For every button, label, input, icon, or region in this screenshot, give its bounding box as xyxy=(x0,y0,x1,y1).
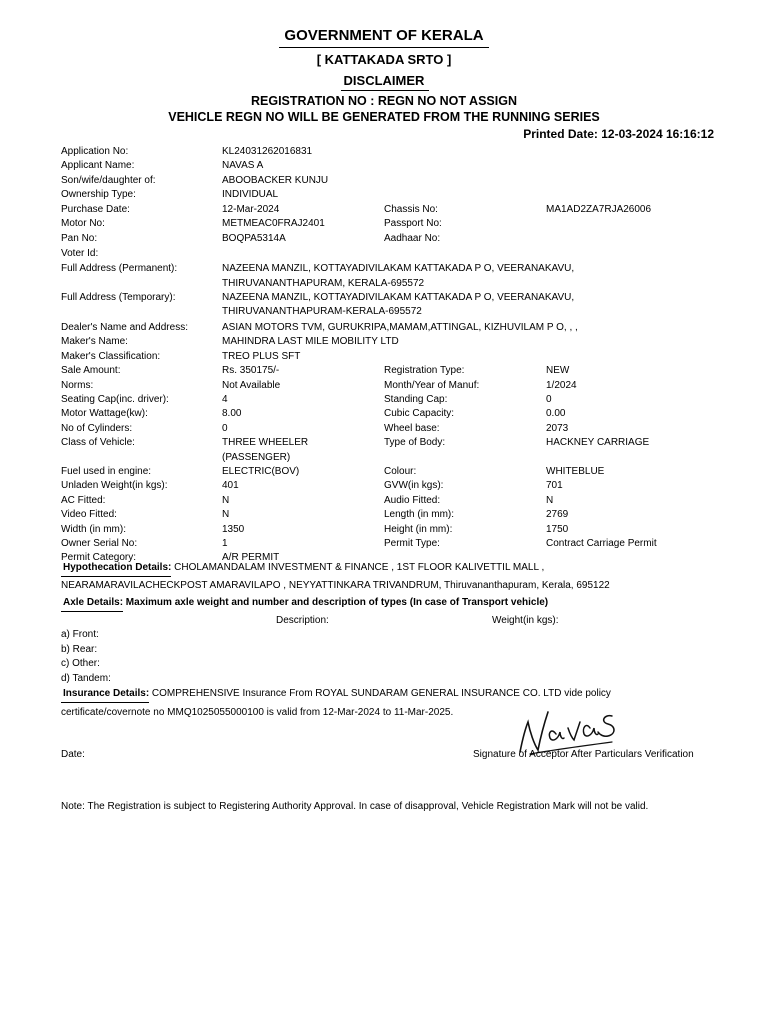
detail-row xyxy=(61,508,721,522)
vehicle-class-line1: THREE WHEELER xyxy=(222,437,309,449)
maker-name-label: Maker's Name: xyxy=(61,336,128,348)
registration-no: REGISTRATION NO : REGN NO NOT ASSIGN xyxy=(251,94,517,108)
pan-no-value: BOQPA5314A xyxy=(222,233,286,245)
gvw-value: 701 xyxy=(546,480,563,492)
height-value: 1750 xyxy=(546,523,569,535)
registration-type-label: Registration Type: xyxy=(384,365,465,377)
axle-rear: b) Rear: xyxy=(61,643,98,655)
seating-cap-label: Seating Cap(inc. driver): xyxy=(61,393,169,405)
length-label: Length (in mm): xyxy=(384,509,455,521)
insurance-label: Insurance Details: xyxy=(61,687,149,703)
detail-row xyxy=(61,364,721,378)
application-no-label: Application No: xyxy=(61,146,129,157)
detail-row xyxy=(61,479,721,493)
detail-row xyxy=(61,203,721,217)
unladen-weight-label: Unladen Weight(in kgs): xyxy=(61,480,168,492)
detail-row xyxy=(61,321,721,335)
hypothecation-text1: CHOLAMANDALAM INVESTMENT & FINANCE , 1ST FLOOR KALIVETTIL MALL , xyxy=(171,562,545,573)
vehicle-class-line2: (PASSENGER) xyxy=(222,451,291,463)
ac-fitted-label: AC Fitted: xyxy=(61,494,106,506)
detail-row xyxy=(61,217,721,231)
registration-note: Note: The Registration is subject to Registering Authority Approval. In case of disapproval, Vehicle Registration Mark will not be valid. xyxy=(61,801,649,812)
body-type-label: Type of Body: xyxy=(384,437,446,449)
video-fitted-label: Video Fitted: xyxy=(61,509,117,521)
fuel-value: ELECTRIC(BOV) xyxy=(222,465,300,477)
permit-type-value: Contract Carriage Permit xyxy=(546,537,657,549)
signature-label: Signature of Acceptor After Particulars Verification xyxy=(473,749,694,760)
axle-list xyxy=(61,628,721,686)
motor-wattage-label: Motor Wattage(kw): xyxy=(61,408,148,420)
voter-id-label: Voter Id: xyxy=(61,247,99,259)
norms-value: Not Available xyxy=(222,379,281,391)
applicant-name-value: NAVAS A xyxy=(222,160,264,172)
motor-no-label: Motor No: xyxy=(61,218,105,230)
detail-row xyxy=(61,159,721,173)
detail-row xyxy=(61,335,721,349)
relation-label: Son/wife/daughter of: xyxy=(61,174,156,186)
purchase-date-value: 12-Mar-2024 xyxy=(222,203,280,215)
detail-row xyxy=(61,232,721,246)
axle-text: Maximum axle weight and number and description of types (In case of Transport vehicle) xyxy=(123,597,549,608)
printed-date xyxy=(523,127,714,141)
maker-class-label: Maker's Classification: xyxy=(61,350,161,362)
chassis-no-label: Chassis No: xyxy=(384,203,438,215)
manuf-date-label: Month/Year of Manuf: xyxy=(384,379,480,391)
sale-amount-value: Rs. 350175/- xyxy=(222,365,280,377)
permit-type-label: Permit Type: xyxy=(384,537,440,549)
address-temporary-label: Full Address (Temporary): xyxy=(61,292,176,304)
cylinders-label: No of Cylinders: xyxy=(61,422,133,434)
detail-row xyxy=(61,247,721,261)
vehicle-class-value xyxy=(222,436,384,465)
chassis-no-value: MA1AD2ZA7RJA26006 xyxy=(546,203,652,215)
detail-row xyxy=(61,291,721,320)
detail-row xyxy=(61,523,721,537)
disclaimer-underline xyxy=(341,90,429,91)
title-underline xyxy=(279,47,489,48)
colour-value: WHITEBLUE xyxy=(546,465,605,477)
axle-label: Axle Details: xyxy=(61,596,123,612)
detail-row xyxy=(61,188,721,202)
purchase-date-label: Purchase Date: xyxy=(61,203,130,215)
address-temporary-line2: THIRUVANANTHAPURAM-KERALA-695572 xyxy=(222,306,422,318)
ownership-value: INDIVIDUAL xyxy=(222,189,279,201)
axle-front: a) Front: xyxy=(61,629,99,640)
video-fitted-value: N xyxy=(222,509,230,521)
ownership-label: Ownership Type: xyxy=(61,189,136,201)
norms-label: Norms: xyxy=(61,379,94,391)
address-permanent-line1: NAZEENA MANZIL, KOTTAYADIVILAKAM KATTAKADA P O, VEERANAKAVU, xyxy=(222,263,575,275)
cylinders-value: 0 xyxy=(222,422,228,434)
maker-name-value: MAHINDRA LAST MILE MOBILITY LTD xyxy=(222,336,399,348)
detail-row xyxy=(61,393,721,407)
body-type-value: HACKNEY CARRIAGE xyxy=(546,437,650,449)
owner-serial-value: 1 xyxy=(222,537,228,549)
detail-row xyxy=(61,494,721,508)
detail-row xyxy=(61,145,721,159)
motor-wattage-value: 8.00 xyxy=(222,408,242,420)
cubic-capacity-label: Cubic Capacity: xyxy=(384,408,455,420)
date-label: Date: xyxy=(61,749,85,760)
address-temporary-value xyxy=(222,291,721,320)
width-value: 1350 xyxy=(222,523,245,535)
applicant-name-label: Applicant Name: xyxy=(61,160,135,172)
hypothecation-label: Hypothecation Details: xyxy=(61,561,171,577)
manuf-date-value: 1/2024 xyxy=(546,379,577,391)
ac-fitted-value: N xyxy=(222,494,230,506)
detail-row xyxy=(61,262,721,291)
address-permanent-value xyxy=(222,262,721,291)
owner-serial-label: Owner Serial No: xyxy=(61,537,138,549)
audio-fitted-label: Audio Fitted: xyxy=(384,494,441,506)
wheel-base-value: 2073 xyxy=(546,422,569,434)
motor-no-value: METMEAC0FRAJ2401 xyxy=(222,218,325,230)
insurance-text1: COMPREHENSIVE Insurance From ROYAL SUNDARAM GENERAL INSURANCE CO. LTD vide policy xyxy=(149,688,611,699)
detail-row xyxy=(61,465,721,479)
registration-type-value: NEW xyxy=(546,365,570,377)
relation-value: ABOOBACKER KUNJU xyxy=(222,174,329,186)
details-table xyxy=(61,145,721,566)
printed-date-value: 12-03-2024 16:16:12 xyxy=(601,127,714,141)
application-no-value: KL24031262016831 xyxy=(222,146,313,157)
cubic-capacity-value: 0.00 xyxy=(546,408,566,420)
printed-date-label: Printed Date: xyxy=(523,127,598,141)
sale-amount-label: Sale Amount: xyxy=(61,365,121,377)
detail-row xyxy=(61,350,721,364)
permit-category-value: A/R PERMIT xyxy=(222,552,280,564)
detail-row xyxy=(61,436,721,465)
audio-fitted-value: N xyxy=(546,494,554,506)
detail-row xyxy=(61,422,721,436)
detail-row xyxy=(61,537,721,551)
office-title: [ KATTAKADA SRTO ] xyxy=(316,52,452,67)
standing-cap-value: 0 xyxy=(546,393,552,405)
length-value: 2769 xyxy=(546,509,569,521)
axle-tandem: d) Tandem: xyxy=(61,672,111,684)
axle-description-header: Description: xyxy=(276,615,329,626)
address-permanent-line2: THIRUVANANTHAPURAM, KERALA-695572 xyxy=(222,277,425,289)
detail-row xyxy=(61,379,721,393)
passport-no-label: Passport No: xyxy=(384,218,442,230)
axle-section xyxy=(61,596,721,612)
axle-weight-header: Weight(in kgs): xyxy=(492,615,559,626)
standing-cap-label: Standing Cap: xyxy=(384,393,448,405)
wheel-base-label: Wheel base: xyxy=(384,422,440,434)
dealer-value: ASIAN MOTORS TVM, GURUKRIPA,MAMAM,ATTINGAL, KIZHUVILAM P O, , , xyxy=(222,321,578,333)
seating-cap-value: 4 xyxy=(222,393,228,405)
address-temporary-line1: NAZEENA MANZIL, KOTTAYADIVILAKAM KATTAKADA P O, VEERANAKAVU, xyxy=(222,292,575,304)
detail-row xyxy=(61,174,721,188)
series-note: VEHICLE REGN NO WILL BE GENERATED FROM THE RUNNING SERIES xyxy=(168,110,600,124)
axle-other: c) Other: xyxy=(61,658,100,669)
permit-category-label: Permit Category: xyxy=(61,552,137,564)
aadhaar-no-label: Aadhaar No: xyxy=(384,233,441,245)
address-permanent-label: Full Address (Permanent): xyxy=(61,263,178,275)
gvw-label: GVW(in kgs): xyxy=(384,480,444,492)
government-title: GOVERNMENT OF KERALA xyxy=(284,27,484,44)
unladen-weight-value: 401 xyxy=(222,480,239,492)
insurance-text2: certificate/covernote no MMQ1025055000100 is valid from 12-Mar-2024 to 11-Mar-2025. xyxy=(61,706,454,718)
height-label: Height (in mm): xyxy=(384,523,453,535)
pan-no-label: Pan No: xyxy=(61,233,98,245)
maker-class-value: TREO PLUS SFT xyxy=(222,350,301,362)
hypothecation-text2: NEARAMARAVILACHECKPOST AMARAVILAPO , NEYYATTINKARA TRIVANDRUM, Thiruvananthapuram, Kerala, 695122 xyxy=(61,579,610,591)
detail-row xyxy=(61,407,721,421)
vehicle-class-label: Class of Vehicle: xyxy=(61,437,135,449)
hypothecation-line1 xyxy=(61,561,721,577)
width-label: Width (in mm): xyxy=(61,523,126,535)
hypothecation-section xyxy=(61,561,721,593)
insurance-line1 xyxy=(61,687,721,703)
disclaimer-title: DISCLAIMER xyxy=(343,73,425,88)
dealer-label: Dealer's Name and Address: xyxy=(61,321,188,333)
fuel-label: Fuel used in engine: xyxy=(61,465,152,477)
colour-label: Colour: xyxy=(384,465,417,477)
